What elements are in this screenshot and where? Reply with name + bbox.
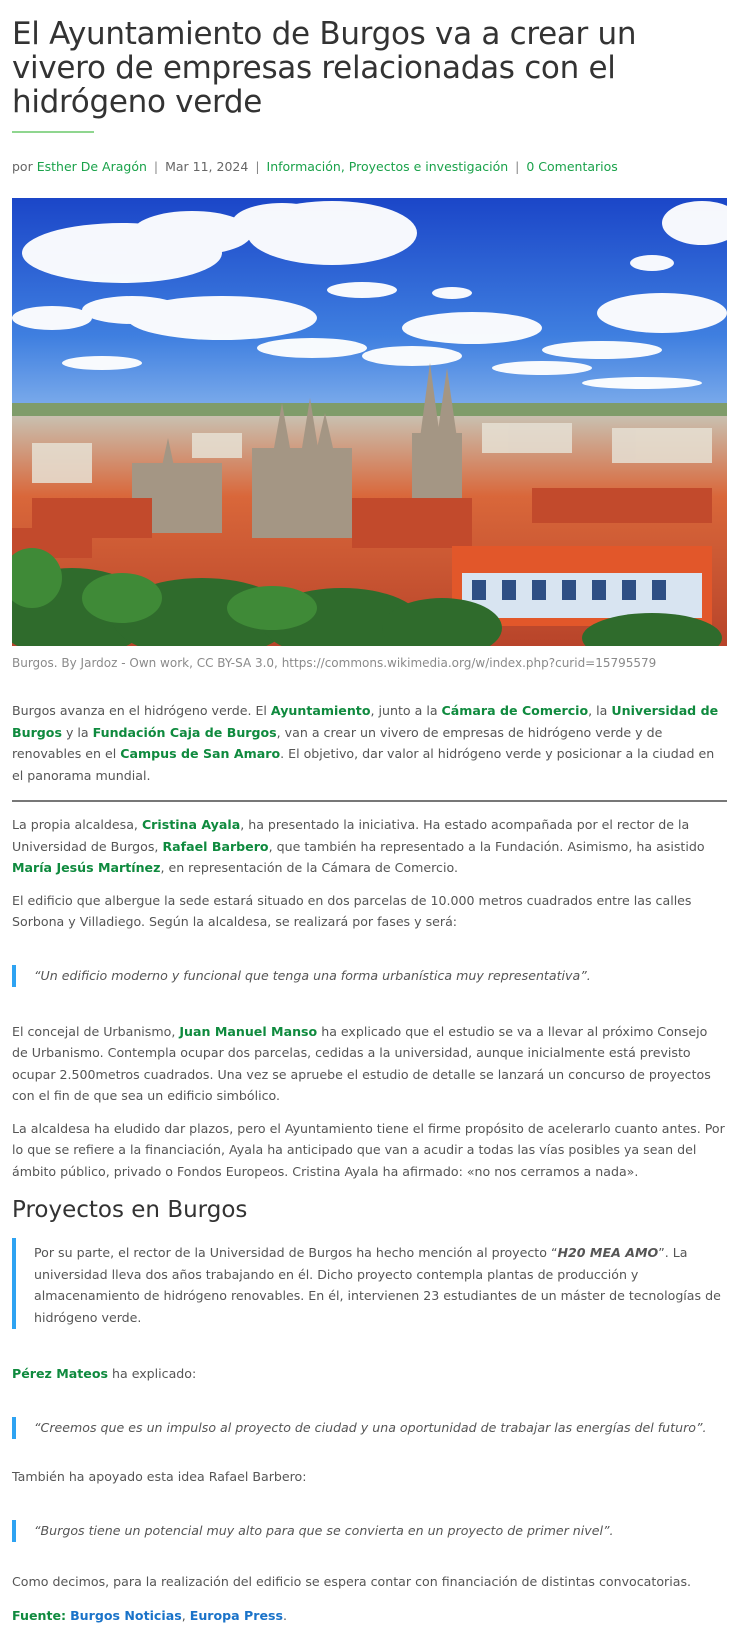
source-line	[12, 1605, 727, 1627]
text: Burgos avanza en el hidrógeno verde. El	[12, 703, 271, 718]
link-campus-san-amaro[interactable]: Campus de San Amaro	[120, 746, 281, 761]
text: La propia alcaldesa,	[12, 817, 142, 832]
burgos-cityscape-image	[12, 198, 727, 646]
comments-link[interactable]: 0 Comentarios	[526, 159, 618, 174]
project-name: H20 MEA AMO	[557, 1245, 659, 1260]
text: , junto a la	[370, 703, 442, 718]
paragraph	[12, 700, 727, 786]
link-fundacion-caja-burgos[interactable]: Fundación Caja de Burgos	[92, 724, 277, 740]
paragraph: Como decimos, para la realización del edificio se espera contar con financiación de distintas convocatorias.	[12, 1574, 692, 1589]
text: . El objetivo, dar valor al hidrógeno verde y posicionar a la ciudad en el panorama mundial.	[12, 746, 715, 783]
source-link-europa-press[interactable]: Europa Press	[189, 1607, 284, 1623]
text: ha explicado que el estudio se va a llevar al próximo Consejo de Urbanismo. Contempla ocupar dos parcelas, cedidas a la universidad, aunque inicialmente está previsto ocupar 2.500metros cuadrados. Una vez se apruebe el estudio de detalle se lanzará un concurso de proyectos con el fin de que sea un edificio simbólico.	[12, 1023, 711, 1103]
article	[0, 17, 739, 1626]
section-heading: Proyectos en Burgos	[12, 1197, 248, 1223]
paragraph: También ha apoyado esta idea Rafael Barbero:	[12, 1468, 307, 1484]
text: .	[283, 1607, 288, 1623]
meta-by: por	[12, 159, 33, 174]
text: , que también ha representado a la Fundación. Asimismo, ha asistido	[268, 838, 705, 854]
text: ”. La universidad lleva dos años trabajando en él. Dicho proyecto contempla plantas de producción y almacenamiento de hidrógeno renovables. En él, intervienen 23 estudiantes de un máster de tecnologías de hidrógeno verde.	[34, 1245, 721, 1325]
link-cristina-ayala[interactable]: Cristina Ayala	[141, 817, 241, 832]
link-rafael-barbero[interactable]: Rafael Barbero	[162, 838, 269, 854]
categories-link[interactable]: Información, Proyectos e investigación	[266, 159, 509, 174]
image-caption: Burgos. By Jardoz - Own work, CC BY-SA 3.0, https://commons.wikimedia.org/w/index.php?curid=15795579	[12, 656, 657, 670]
post-date: Mar 11, 2024	[165, 159, 249, 174]
text: El concejal de Urbanismo,	[12, 1023, 180, 1039]
meta-separator: |	[515, 159, 520, 174]
paragraph	[12, 814, 727, 879]
text: ha explicado:	[107, 1366, 197, 1381]
text: , la	[588, 703, 612, 718]
title-underline	[12, 131, 94, 133]
article-title: El Ayuntamiento de Burgos va a crear un vivero de empresas relacionadas con el hidrógeno verde	[12, 16, 637, 120]
text: , ha presentado la iniciativa. Ha estado acompañada por el rector de la Universidad de Burgos,	[12, 817, 690, 854]
meta-separator: |	[153, 159, 159, 174]
paragraph: El edificio que albergue la sede estará situado en dos parcelas de 10.000 metros cuadrados entre las calles Sorbona y Villadiego. Según la alcaldesa, se realizará por fases y será:	[12, 892, 692, 929]
text: , en representación de la Cámara de Comercio.	[160, 860, 458, 875]
link-universidad-burgos[interactable]: Universidad de Burgos	[12, 703, 719, 740]
text: ,	[181, 1607, 190, 1623]
text: , van a crear un vivero de empresas de hidrógeno verde y de renovables en el	[12, 724, 663, 761]
text: y la	[61, 724, 93, 740]
pull-quote: “Creemos que es un impulso al proyecto de ciudad y una oportunidad de trabajar las energías del futuro”.	[12, 1417, 727, 1439]
author-link[interactable]: Esther De Aragón	[36, 159, 147, 174]
paragraph	[12, 1021, 727, 1107]
blockquote	[12, 1238, 727, 1329]
pull-quote: “Un edificio moderno y funcional que tenga una forma urbanística muy representativa”.	[12, 965, 727, 987]
post-meta	[12, 159, 727, 174]
pull-quote: “Burgos tiene un potencial muy alto para que se convierta en un proyecto de primer nivel”.	[12, 1520, 727, 1542]
paragraph: La alcaldesa ha eludido dar plazos, pero el Ayuntamiento tiene el firme propósito de acelerarlo cuanto antes. Por lo que se refiere a la financiación, Ayala ha anticipado que van a acudir a todas las vías posibles ya sean del ámbito público, privado o Fondos Europeos. Cristina Ayala ha afirmado: «no nos cerramos a nada».	[12, 1120, 725, 1179]
meta-separator: |	[255, 159, 260, 174]
link-camara-comercio[interactable]: Cámara de Comercio	[441, 703, 589, 718]
link-juan-manuel-manso[interactable]: Juan Manuel Manso	[179, 1023, 318, 1039]
divider	[12, 800, 727, 802]
link-maria-jesus-martinez[interactable]: María Jesús Martínez	[12, 860, 161, 875]
blockquote-text	[34, 1242, 727, 1328]
source-label: Fuente:	[12, 1607, 67, 1623]
text: Por su parte, el rector de la Universidad de Burgos ha hecho mención al proyecto “	[34, 1245, 558, 1260]
link-ayuntamiento[interactable]: Ayuntamiento	[270, 703, 371, 718]
paragraph	[12, 1363, 727, 1385]
link-perez-mateos[interactable]: Pérez Mateos	[12, 1366, 108, 1381]
source-link-burgos-noticias[interactable]: Burgos Noticias	[70, 1607, 182, 1623]
